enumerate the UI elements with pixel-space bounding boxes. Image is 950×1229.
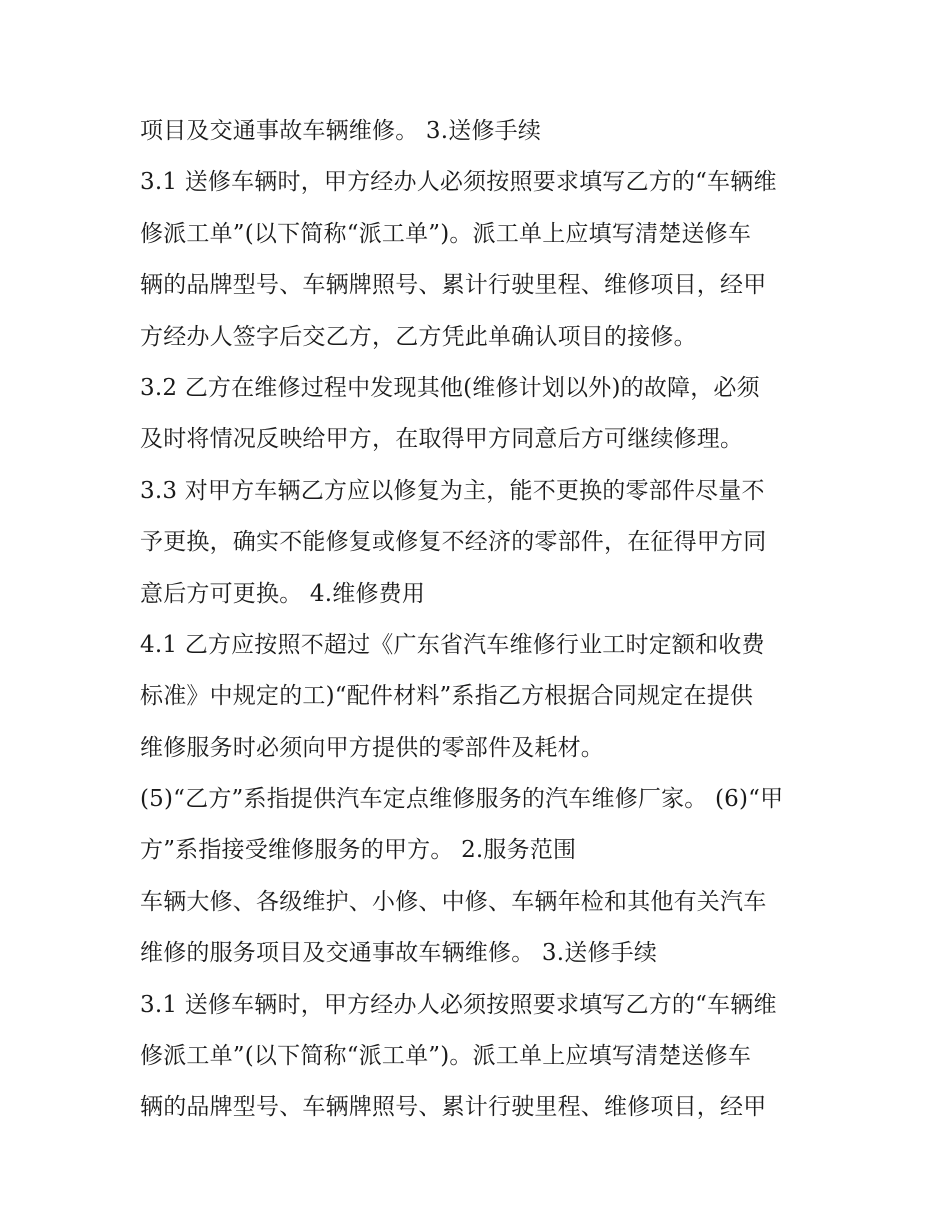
text-line: 项目及交通事故车辆维修。 3.送修手续 (140, 118, 542, 144)
text-line: 修派工单”(以下简称“派工单”)。派工单上应填写清楚送修车 (140, 220, 752, 247)
text-line: 车辆大修、各级维护、小修、中修、车辆年检和其他有关汽车 (140, 888, 767, 915)
text-line: 予更换，确实不能修复或修复不经济的零部件，在征得甲方同 (140, 529, 767, 556)
text-line: 修派工单”(以下简称“派工单”)。派工单上应填写清楚送修车 (140, 1043, 752, 1070)
text-line: 方”系指接受维修服务的甲方。 2.服务范围 (140, 837, 577, 864)
text-line: 3.1 送修车辆时，甲方经办人必须按照要求填写乙方的“车辆维 (140, 991, 777, 1018)
text-line: 意后方可更换。 4.维修费用 (140, 580, 426, 607)
text-line: (5)“乙方”系指提供汽车定点维修服务的汽车维修厂家。 (6)“甲 (140, 786, 784, 813)
text-line: 维修服务时必须向甲方提供的零部件及耗材。 (140, 734, 604, 761)
text-line: 辆的品牌型号、车辆牌照号、累计行驶里程、维修项目，经甲 (140, 272, 767, 299)
text-line: 方经办人签字后交乙方，乙方凭此单确认项目的接修。 (140, 323, 697, 350)
text-line: 及时将情况反映给甲方，在取得甲方同意后方可继续修理。 (140, 426, 744, 453)
document-body (140, 106, 830, 1134)
text-line: 4.1 乙方应按照不超过《广东省汽车维修行业工时定额和收费 (140, 631, 765, 658)
text-line: 标准》中规定的工)“配件材料”系指乙方根据合同规定在提供 (140, 683, 754, 710)
text-line: 维修的服务项目及交通事故车辆维修。 3.送修手续 (140, 940, 658, 967)
text-line: 3.1 送修车辆时，甲方经办人必须按照要求填写乙方的“车辆维 (140, 169, 777, 196)
text-line: 3.2 乙方在维修过程中发现其他(维修计划以外)的故障，必须 (140, 374, 760, 401)
text-line: 3.3 对甲方车辆乙方应以修复为主，能不更换的零部件尽量不 (140, 477, 765, 504)
text-line: 辆的品牌型号、车辆牌照号、累计行驶里程、维修项目，经甲 (140, 1094, 767, 1121)
